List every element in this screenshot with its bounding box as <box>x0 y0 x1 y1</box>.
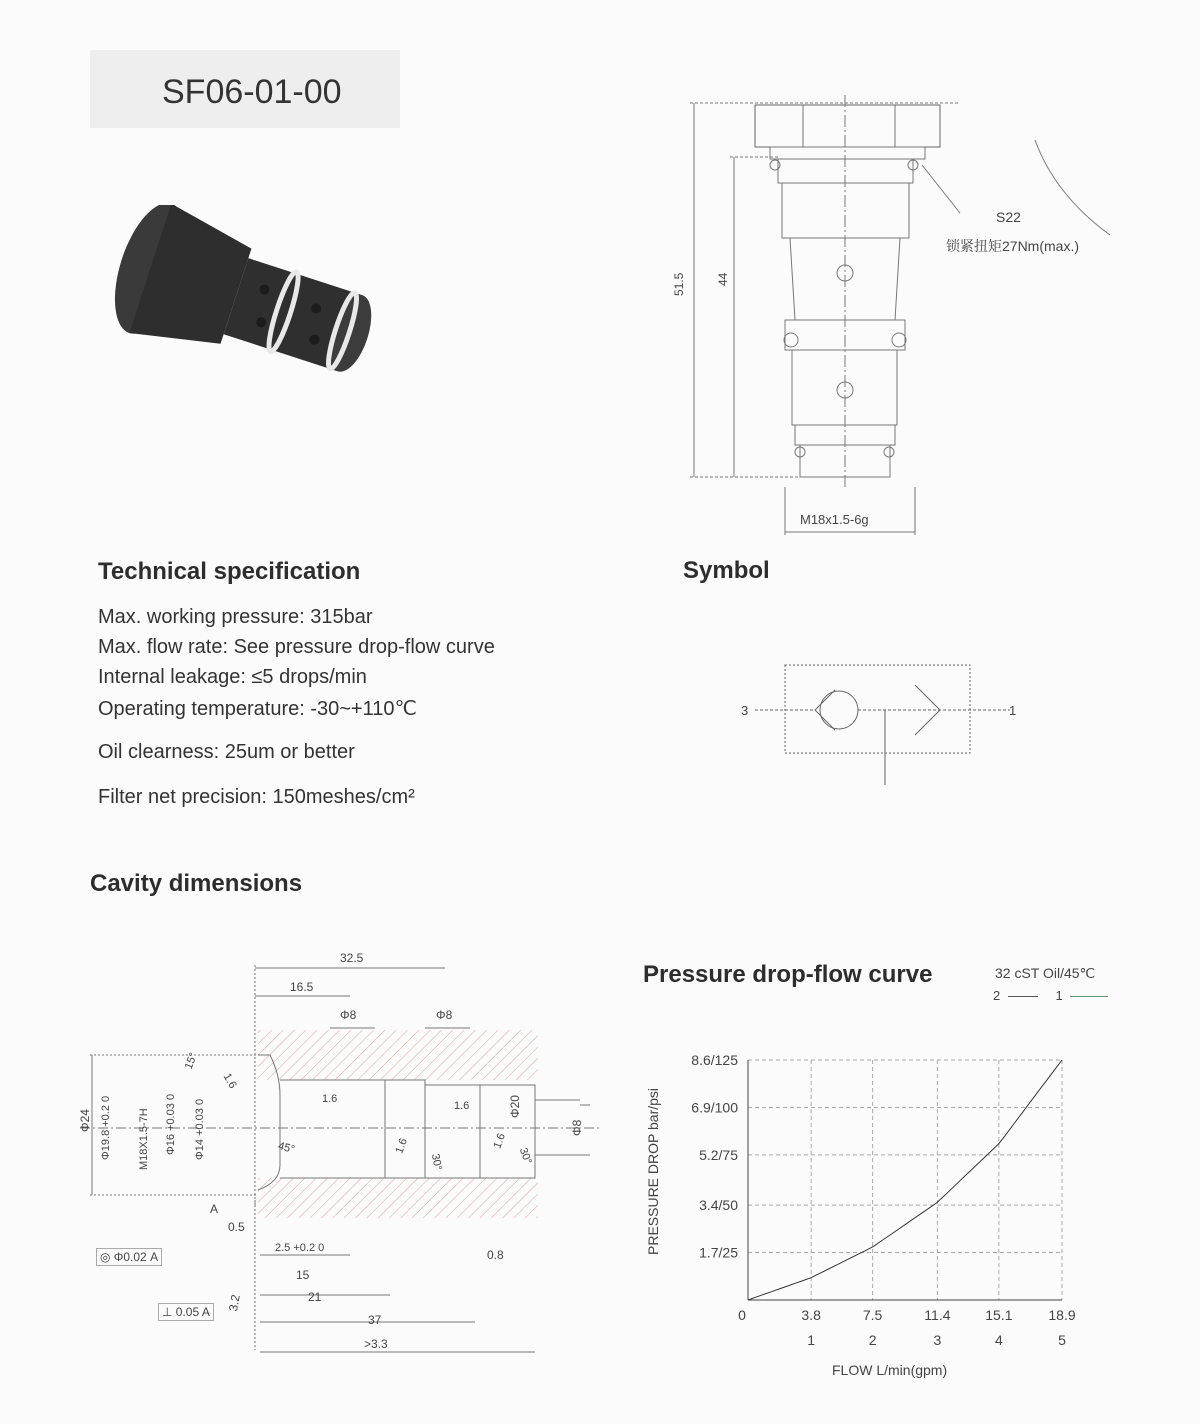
cavity-angle-15: 15° <box>182 1051 200 1071</box>
y-tick-label: 1.7/25 <box>699 1244 738 1261</box>
chart-title: Pressure drop-flow curve <box>643 961 933 988</box>
x-tick-label-lpm: 7.5 <box>862 1307 883 1323</box>
y-tick-label: 5.2/75 <box>699 1146 738 1163</box>
cavity-dim-phi19-8: Φ19.8 +0.2 0 <box>100 1095 112 1160</box>
model-number: SF06-01-00 <box>162 73 342 111</box>
x-tick-label-gpm: 4 <box>994 1332 1003 1348</box>
cavity-roughness-1: 1.6 <box>220 1071 239 1091</box>
legend-label-1: 1 <box>1055 988 1063 1003</box>
cavity-dim-0-5: 0.5 <box>228 1220 245 1234</box>
cavity-dim-phi14: Φ14 +0.03 0 <box>194 1098 206 1160</box>
cavity-roughness-4: 1.6 <box>393 1136 410 1156</box>
symbol-port-1: 1 <box>1009 703 1017 718</box>
chart-subtitle: 32 cST Oil/45℃ <box>995 965 1096 981</box>
x-tick-labels <box>738 1307 1076 1348</box>
cavity-roughness-5: 1.6 <box>491 1131 508 1151</box>
cavity-dim-32-5: 32.5 <box>340 951 364 965</box>
cavity-dim-3-3: >3.3 <box>364 1337 388 1351</box>
legend-label-2: 2 <box>993 988 1001 1003</box>
cavity-dim-0-8: 0.8 <box>487 1248 504 1262</box>
spec-filter: Filter net precision: 150meshes/cm² <box>98 786 415 808</box>
model-label-box <box>90 50 400 128</box>
cartridge-drawing <box>660 95 1130 545</box>
y-tick-label: 3.4/50 <box>699 1197 738 1214</box>
chart-legend <box>993 988 1108 1003</box>
cavity-roughness-3: 1.6 <box>454 1100 470 1112</box>
cavity-angle-30-b: 30° <box>516 1146 534 1166</box>
y-tick-label: 6.9/100 <box>691 1099 738 1116</box>
cavity-dim-21: 21 <box>308 1290 322 1304</box>
product-photo <box>80 205 410 430</box>
hex-size-label: S22 <box>996 209 1021 225</box>
pressure-flow-chart <box>640 1040 1100 1390</box>
cavity-dim-2-5: 2.5 +0.2 0 <box>275 1242 325 1254</box>
chart-grid <box>748 1060 1062 1300</box>
x-tick-label-lpm: 0 <box>738 1307 746 1323</box>
legend-line-2 <box>1008 996 1038 997</box>
x-tick-label-gpm: 1 <box>807 1332 816 1348</box>
cavity-dim-phi24: Φ24 <box>78 1109 92 1132</box>
x-tick-label-lpm: 11.4 <box>924 1307 951 1323</box>
cavity-dim-16-5: 16.5 <box>290 980 314 994</box>
spec-oil-clearness: Oil clearness: 25um or better <box>98 741 355 763</box>
x-tick-label-gpm: 3 <box>933 1332 942 1348</box>
cavity-dim-phi8-a: Φ8 <box>340 1008 357 1022</box>
x-tick-label-lpm: 15.1 <box>985 1307 1013 1323</box>
cavity-dim-phi20: Φ20 <box>508 1095 522 1118</box>
cavity-datum-a: A <box>210 1202 219 1216</box>
cavity-dim-37: 37 <box>368 1313 382 1327</box>
x-tick-label-gpm: 2 <box>868 1332 877 1348</box>
dim-overall-length: 51.5 <box>672 272 686 296</box>
cavity-dim-3-2: 3.2 <box>226 1293 243 1313</box>
cavity-dim-phi8-c: Φ8 <box>570 1119 584 1136</box>
cavity-heading: Cavity dimensions <box>90 870 303 897</box>
cavity-roughness-2: 1.6 <box>322 1093 338 1105</box>
cavity-concentricity: ◎ Φ0.02 A <box>96 1248 162 1266</box>
cavity-dim-15: 15 <box>296 1268 310 1282</box>
spec-pressure: Max. working pressure: 315bar <box>98 606 373 628</box>
torque-label: 锁紧扭矩27Nm(max.) <box>946 238 1080 254</box>
spec-flow-rate: Max. flow rate: See pressure drop-flow curve <box>98 636 495 658</box>
thread-label: M18x1.5-6g <box>800 512 869 527</box>
cavity-dim-phi8-b: Φ8 <box>436 1008 453 1022</box>
x-tick-label-lpm: 3.8 <box>801 1307 821 1323</box>
cavity-dim-phi16: Φ16 +0.03 0 <box>165 1093 177 1155</box>
y-tick-labels <box>691 1052 738 1261</box>
dim-body-length: 44 <box>716 272 730 286</box>
cavity-dim-thread: M18X1.5-7H <box>138 1108 150 1170</box>
spec-temperature: Operating temperature: -30~+110℃ <box>98 698 417 720</box>
cavity-angle-30-a: 30° <box>428 1152 444 1172</box>
series-1-line <box>748 1060 1062 1300</box>
x-tick-label-lpm: 18.9 <box>1048 1307 1076 1323</box>
cavity-angle-45: 45° <box>276 1140 296 1156</box>
spec-leakage: Internal leakage: ≤5 drops/min <box>98 666 367 688</box>
legend-line-1 <box>1070 996 1108 997</box>
cavity-perpendicularity: ⊥ 0.05 A <box>158 1303 214 1321</box>
symbol-port-3: 3 <box>741 703 749 718</box>
x-tick-label-gpm: 5 <box>1058 1332 1066 1348</box>
y-tick-label: 8.6/125 <box>691 1052 738 1068</box>
hydraulic-symbol <box>735 655 1035 795</box>
tech-spec-heading: Technical specification <box>98 558 361 585</box>
symbol-heading: Symbol <box>683 557 770 584</box>
y-axis-label: PRESSURE DROP bar/psi <box>645 1087 661 1255</box>
x-axis-label: FLOW L/min(gpm) <box>832 1362 948 1378</box>
